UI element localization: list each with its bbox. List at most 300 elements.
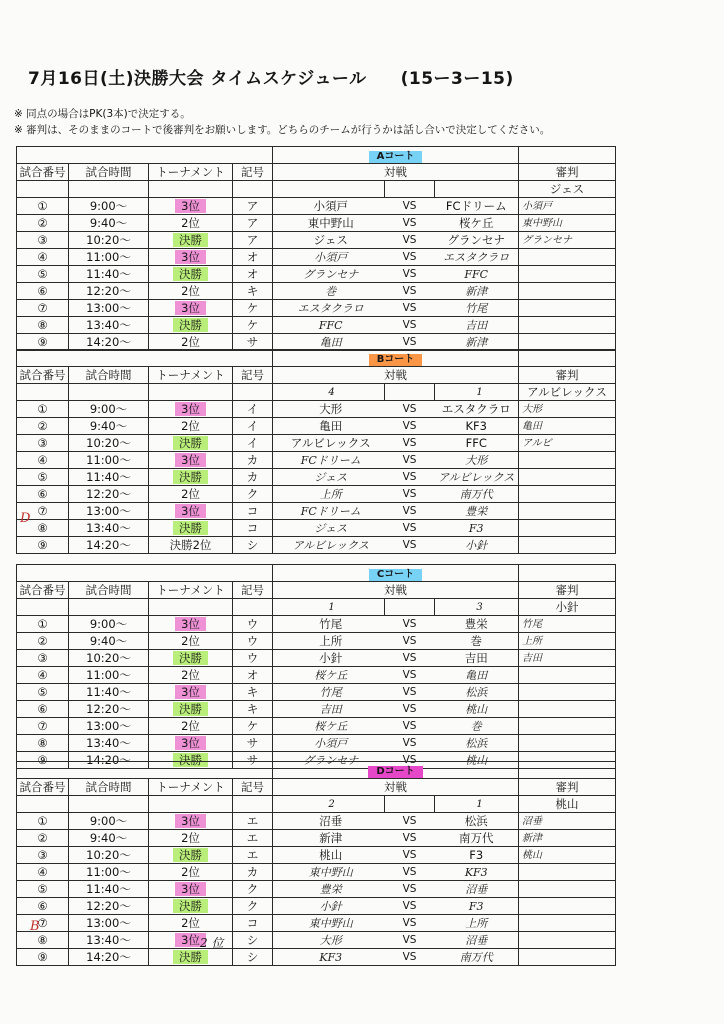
vs-label: VS: [385, 215, 435, 232]
tournament-cell: [149, 949, 233, 966]
home-team: 吉田: [273, 701, 385, 718]
match-time: 13:40～: [69, 735, 149, 752]
tournament-header: トーナメント: [149, 582, 233, 599]
court-name: Aコート: [369, 151, 423, 163]
referee-team: [519, 249, 616, 266]
match-time: 9:40～: [69, 830, 149, 847]
tournament-cell: [149, 401, 233, 418]
match-number: ④: [17, 667, 69, 684]
header-banner-row: [17, 762, 616, 779]
match-number: ⑨: [17, 334, 69, 351]
tournament-label: 決勝: [173, 848, 208, 862]
home-team: 小針: [273, 898, 385, 915]
match-time: 12:20～: [69, 283, 149, 300]
tournament-label: 決勝: [173, 470, 208, 484]
home-team: 桜ケ丘: [273, 667, 385, 684]
away-team: アルビレックス: [435, 469, 519, 486]
match-row: [17, 418, 616, 435]
match-number: ④: [17, 452, 69, 469]
away-team: エスタクラロ: [435, 249, 519, 266]
home-team: 東中野山: [273, 215, 385, 232]
away-team: FFC: [435, 435, 519, 452]
bracket-symbol: ウ: [233, 650, 273, 667]
header-referee-row: [17, 384, 616, 401]
tournament-label: 2位: [181, 830, 200, 845]
pk-home-score: 4: [328, 387, 335, 398]
match-row: [17, 813, 616, 830]
referee-team: [519, 701, 616, 718]
vs-label: VS: [385, 667, 435, 684]
match-number: ①: [17, 813, 69, 830]
notes: [14, 106, 550, 138]
match-row: [17, 650, 616, 667]
match-time: 11:40～: [69, 266, 149, 283]
bracket-symbol: ア: [233, 232, 273, 249]
referee-team: 新津: [519, 830, 616, 847]
tournament-label: 3位: [175, 933, 206, 947]
time-header: 試合時間: [69, 367, 149, 384]
bracket-symbol: シ: [233, 932, 273, 949]
match-row: [17, 249, 616, 266]
vs-label: VS: [385, 300, 435, 317]
away-team: エスタクラロ: [435, 401, 519, 418]
header-columns-row: [17, 164, 616, 181]
match-row: [17, 452, 616, 469]
header-columns-row: [17, 367, 616, 384]
tournament-cell: [149, 898, 233, 915]
tournament-label: 3位: [175, 453, 206, 467]
bracket-symbol: コ: [233, 915, 273, 932]
match-row: [17, 864, 616, 881]
tournament-cell: [149, 503, 233, 520]
tournament-label: 2位: [181, 718, 200, 733]
match-number: ⑦: [17, 718, 69, 735]
tournament-cell: [149, 537, 233, 554]
tournament-cell: [149, 915, 233, 932]
away-team: 松浜: [435, 735, 519, 752]
tournament-label: 3位: [175, 882, 206, 896]
home-team: 亀田: [273, 418, 385, 435]
code-header: 記号: [233, 779, 273, 796]
referee-team: [519, 684, 616, 701]
home-team: FCドリーム: [273, 452, 385, 469]
tournament-label: 2位: [181, 864, 200, 879]
tournament-cell: [149, 718, 233, 735]
vs-label: VS: [385, 813, 435, 830]
away-team: KF3: [435, 418, 519, 435]
referee-team: [519, 718, 616, 735]
tournament-label: 3位: [175, 617, 206, 631]
match-number: ①: [17, 616, 69, 633]
bracket-symbol: ア: [233, 198, 273, 215]
match-no-header: 試合番号: [17, 582, 69, 599]
match-number: ⑨: [17, 537, 69, 554]
match-row: [17, 735, 616, 752]
referee-team: [519, 735, 616, 752]
match-time: 9:40～: [69, 215, 149, 232]
away-team: 新津: [435, 334, 519, 351]
vs-label: VS: [385, 401, 435, 418]
bracket-symbol: イ: [233, 401, 273, 418]
away-team: 巻: [435, 633, 519, 650]
home-team: 小須戸: [273, 249, 385, 266]
match-row: [17, 300, 616, 317]
home-team: 大形: [273, 932, 385, 949]
tournament-label: 2位: [181, 334, 200, 349]
pk-home-score: 1: [328, 602, 335, 613]
match-time: 12:20～: [69, 701, 149, 718]
home-team: 沼垂: [273, 813, 385, 830]
head-referee: ジェス: [519, 181, 616, 198]
bracket-symbol: カ: [233, 469, 273, 486]
match-row: [17, 537, 616, 554]
head-referee: アルビレックス: [519, 384, 616, 401]
tournament-cell: [149, 813, 233, 830]
head-referee: 桃山: [519, 796, 616, 813]
away-team: FFC: [435, 266, 519, 283]
referee-team: 上所: [519, 633, 616, 650]
vs-label: VS: [385, 232, 435, 249]
home-team: FFC: [273, 317, 385, 334]
match-row: [17, 881, 616, 898]
vs-label: VS: [385, 830, 435, 847]
match-row: [17, 915, 616, 932]
match-row: [17, 215, 616, 232]
match-time: 12:20～: [69, 898, 149, 915]
tournament-cell: [149, 283, 233, 300]
vs-label: VS: [385, 735, 435, 752]
bracket-symbol: イ: [233, 418, 273, 435]
tournament-label: 決勝: [173, 521, 208, 535]
away-team: 豊栄: [435, 503, 519, 520]
tournament-label: 2位: [181, 486, 200, 501]
bracket-symbol: ア: [233, 215, 273, 232]
match-row: [17, 616, 616, 633]
d-court-red-mark: B: [30, 919, 40, 934]
page-title: [28, 64, 514, 89]
match-time: 10:20～: [69, 847, 149, 864]
bracket-symbol: サ: [233, 334, 273, 351]
bracket-symbol: ク: [233, 486, 273, 503]
match-number: ⑤: [17, 881, 69, 898]
home-team: 上所: [273, 486, 385, 503]
vs-label: VS: [385, 520, 435, 537]
match-row: [17, 317, 616, 334]
court-table-0: [16, 146, 616, 351]
tournament-cell: [149, 317, 233, 334]
bracket-symbol: ウ: [233, 616, 273, 633]
match-row: [17, 701, 616, 718]
code-header: 記号: [233, 582, 273, 599]
pk-home-score: 2: [328, 799, 335, 810]
handwritten-footnote: 2 位: [200, 936, 224, 950]
tournament-cell: [149, 830, 233, 847]
away-team: 新津: [435, 283, 519, 300]
match-number: ①: [17, 198, 69, 215]
away-team: 桃山: [435, 701, 519, 718]
match-time: 13:00～: [69, 915, 149, 932]
match-row: [17, 401, 616, 418]
match-number: ⑥: [17, 898, 69, 915]
referee-team: 桃山: [519, 847, 616, 864]
away-team: 松浜: [435, 684, 519, 701]
home-team: 桜ケ丘: [273, 718, 385, 735]
bracket-symbol: ク: [233, 881, 273, 898]
match-row: [17, 266, 616, 283]
vs-label: VS: [385, 266, 435, 283]
away-team: 桃山: [435, 752, 519, 769]
bracket-symbol: キ: [233, 283, 273, 300]
tournament-cell: [149, 633, 233, 650]
match-time: 13:00～: [69, 503, 149, 520]
match-row: [17, 718, 616, 735]
match-number: ⑦: [17, 915, 69, 932]
match-row: [17, 469, 616, 486]
away-team: 大形: [435, 452, 519, 469]
tournament-header: トーナメント: [149, 779, 233, 796]
referee-team: [519, 932, 616, 949]
bracket-symbol: キ: [233, 701, 273, 718]
tournament-label: 決勝: [173, 651, 208, 665]
match-time: 14:20～: [69, 949, 149, 966]
home-team: 東中野山: [273, 915, 385, 932]
away-team: F3: [435, 520, 519, 537]
tournament-label: 3位: [175, 504, 206, 518]
match-number: ③: [17, 650, 69, 667]
match-number: ⑦: [17, 300, 69, 317]
tournament-cell: [149, 435, 233, 452]
tournament-label: 決勝: [173, 436, 208, 450]
pk-away-score: 1: [476, 387, 483, 398]
match-no-header: 試合番号: [17, 367, 69, 384]
tournament-label: 3位: [175, 736, 206, 750]
match-no-header: 試合番号: [17, 779, 69, 796]
tournament-cell: [149, 520, 233, 537]
referee-header: 審判: [519, 164, 616, 181]
match-row: [17, 334, 616, 351]
tournament-label: 3位: [175, 685, 206, 699]
home-team: 小須戸: [273, 735, 385, 752]
home-team: アルビレックス: [273, 537, 385, 554]
code-header: 記号: [233, 164, 273, 181]
header-banner-row: [17, 147, 616, 164]
away-team: 上所: [435, 915, 519, 932]
tournament-label: 2位: [181, 915, 200, 930]
referee-team: [519, 520, 616, 537]
referee-team: 吉田: [519, 650, 616, 667]
match-number: ⑥: [17, 701, 69, 718]
match-number: ⑧: [17, 317, 69, 334]
match-time: 9:40～: [69, 633, 149, 650]
header-banner-row: [17, 350, 616, 367]
tournament-cell: [149, 881, 233, 898]
referee-team: [519, 452, 616, 469]
referee-team: 沼垂: [519, 813, 616, 830]
match-number: ⑥: [17, 486, 69, 503]
vs-label: VS: [385, 317, 435, 334]
header-banner-row: [17, 565, 616, 582]
tournament-label: 3位: [175, 250, 206, 264]
tournament-header: トーナメント: [149, 164, 233, 181]
tournament-label: 2位: [181, 633, 200, 648]
match-time: 14:20～: [69, 537, 149, 554]
tournament-cell: [149, 232, 233, 249]
tournament-cell: [149, 300, 233, 317]
home-team: 新津: [273, 830, 385, 847]
match-number: ⑨: [17, 949, 69, 966]
referee-team: [519, 266, 616, 283]
referee-team: [519, 898, 616, 915]
home-team: アルビレックス: [273, 435, 385, 452]
vs-label: VS: [385, 537, 435, 554]
match-header: 対戦: [273, 164, 519, 181]
bracket-symbol: ウ: [233, 633, 273, 650]
away-team: 南万代: [435, 949, 519, 966]
home-team: 亀田: [273, 334, 385, 351]
away-team: F3: [435, 898, 519, 915]
match-number: ②: [17, 633, 69, 650]
time-header: 試合時間: [69, 164, 149, 181]
tournament-cell: [149, 334, 233, 351]
match-time: 11:00～: [69, 667, 149, 684]
bracket-symbol: カ: [233, 452, 273, 469]
match-number: ⑤: [17, 684, 69, 701]
match-time: 11:00～: [69, 249, 149, 266]
vs-label: VS: [385, 249, 435, 266]
vs-label: VS: [385, 701, 435, 718]
vs-label: VS: [385, 334, 435, 351]
away-team: 沼垂: [435, 881, 519, 898]
away-team: 松浜: [435, 813, 519, 830]
bracket-symbol: キ: [233, 684, 273, 701]
court-table-1: [16, 349, 616, 554]
away-team: FCドリーム: [435, 198, 519, 215]
bracket-symbol: ケ: [233, 300, 273, 317]
match-number: ②: [17, 830, 69, 847]
match-time: 13:40～: [69, 317, 149, 334]
time-header: 試合時間: [69, 779, 149, 796]
match-time: 14:20～: [69, 752, 149, 769]
tournament-cell: [149, 616, 233, 633]
tournament-cell: [149, 735, 233, 752]
away-team: 小針: [435, 537, 519, 554]
referee-team: [519, 300, 616, 317]
bracket-symbol: カ: [233, 864, 273, 881]
vs-label: VS: [385, 616, 435, 633]
note-referee: ※ 審判は、そのままのコートで後審判をお願いします。どちらのチームが行うかは話し合いで決定してください。: [14, 124, 551, 136]
vs-label: VS: [385, 503, 435, 520]
home-team: ジェス: [273, 469, 385, 486]
referee-team: [519, 881, 616, 898]
tournament-cell: [149, 249, 233, 266]
match-row: [17, 633, 616, 650]
match-number: ⑧: [17, 520, 69, 537]
away-team: 桜ケ丘: [435, 215, 519, 232]
home-team: 巻: [273, 283, 385, 300]
tournament-label: 2位: [181, 283, 200, 298]
referee-team: [519, 317, 616, 334]
referee-team: 竹尾: [519, 616, 616, 633]
away-team: 南万代: [435, 830, 519, 847]
bracket-symbol: サ: [233, 752, 273, 769]
head-referee: 小針: [519, 599, 616, 616]
referee-team: [519, 503, 616, 520]
bracket-symbol: エ: [233, 813, 273, 830]
vs-label: VS: [385, 435, 435, 452]
pk-away-score: 1: [476, 799, 483, 810]
home-team: 小針: [273, 650, 385, 667]
home-team: グランセナ: [273, 266, 385, 283]
match-time: 13:00～: [69, 300, 149, 317]
match-header: 対戦: [273, 779, 519, 796]
tournament-label: 2位: [181, 667, 200, 682]
away-team: 豊栄: [435, 616, 519, 633]
match-row: [17, 232, 616, 249]
tournament-cell: [149, 684, 233, 701]
match-row: [17, 898, 616, 915]
referee-team: [519, 864, 616, 881]
tournament-label: 決勝: [173, 950, 208, 964]
home-team: 竹尾: [273, 684, 385, 701]
referee-header: 審判: [519, 779, 616, 796]
match-time: 11:00～: [69, 452, 149, 469]
match-row: [17, 847, 616, 864]
home-team: 竹尾: [273, 616, 385, 633]
match-row: [17, 520, 616, 537]
away-team: 亀田: [435, 667, 519, 684]
away-team: グランセナ: [435, 232, 519, 249]
match-time: 11:40～: [69, 469, 149, 486]
vs-label: VS: [385, 847, 435, 864]
court-table-3: [16, 761, 616, 966]
match-header: 対戦: [273, 582, 519, 599]
home-team: 上所: [273, 633, 385, 650]
vs-label: VS: [385, 650, 435, 667]
away-team: 沼垂: [435, 932, 519, 949]
match-time: 14:20～: [69, 334, 149, 351]
vs-label: VS: [385, 633, 435, 650]
home-team: グランセナ: [273, 752, 385, 769]
match-number: ③: [17, 232, 69, 249]
vs-label: VS: [385, 881, 435, 898]
header-referee-row: [17, 599, 616, 616]
match-row: [17, 932, 616, 949]
vs-label: VS: [385, 932, 435, 949]
match-row: [17, 486, 616, 503]
bracket-symbol: ケ: [233, 718, 273, 735]
bracket-symbol: サ: [233, 735, 273, 752]
referee-team: 亀田: [519, 418, 616, 435]
away-team: 竹尾: [435, 300, 519, 317]
court-name: Cコート: [369, 569, 422, 581]
match-number: ⑧: [17, 735, 69, 752]
referee-team: [519, 537, 616, 554]
match-number: ⑦: [17, 503, 69, 520]
match-time: 13:40～: [69, 932, 149, 949]
referee-header: 審判: [519, 367, 616, 384]
home-team: エスタクラロ: [273, 300, 385, 317]
tournament-label: 2位: [181, 215, 200, 230]
vs-label: VS: [385, 486, 435, 503]
time-header: 試合時間: [69, 582, 149, 599]
vs-label: VS: [385, 283, 435, 300]
referee-team: [519, 283, 616, 300]
match-time: 13:00～: [69, 718, 149, 735]
home-team: ジェス: [273, 232, 385, 249]
match-time: 10:20～: [69, 435, 149, 452]
bracket-symbol: オ: [233, 249, 273, 266]
code-header: 記号: [233, 367, 273, 384]
